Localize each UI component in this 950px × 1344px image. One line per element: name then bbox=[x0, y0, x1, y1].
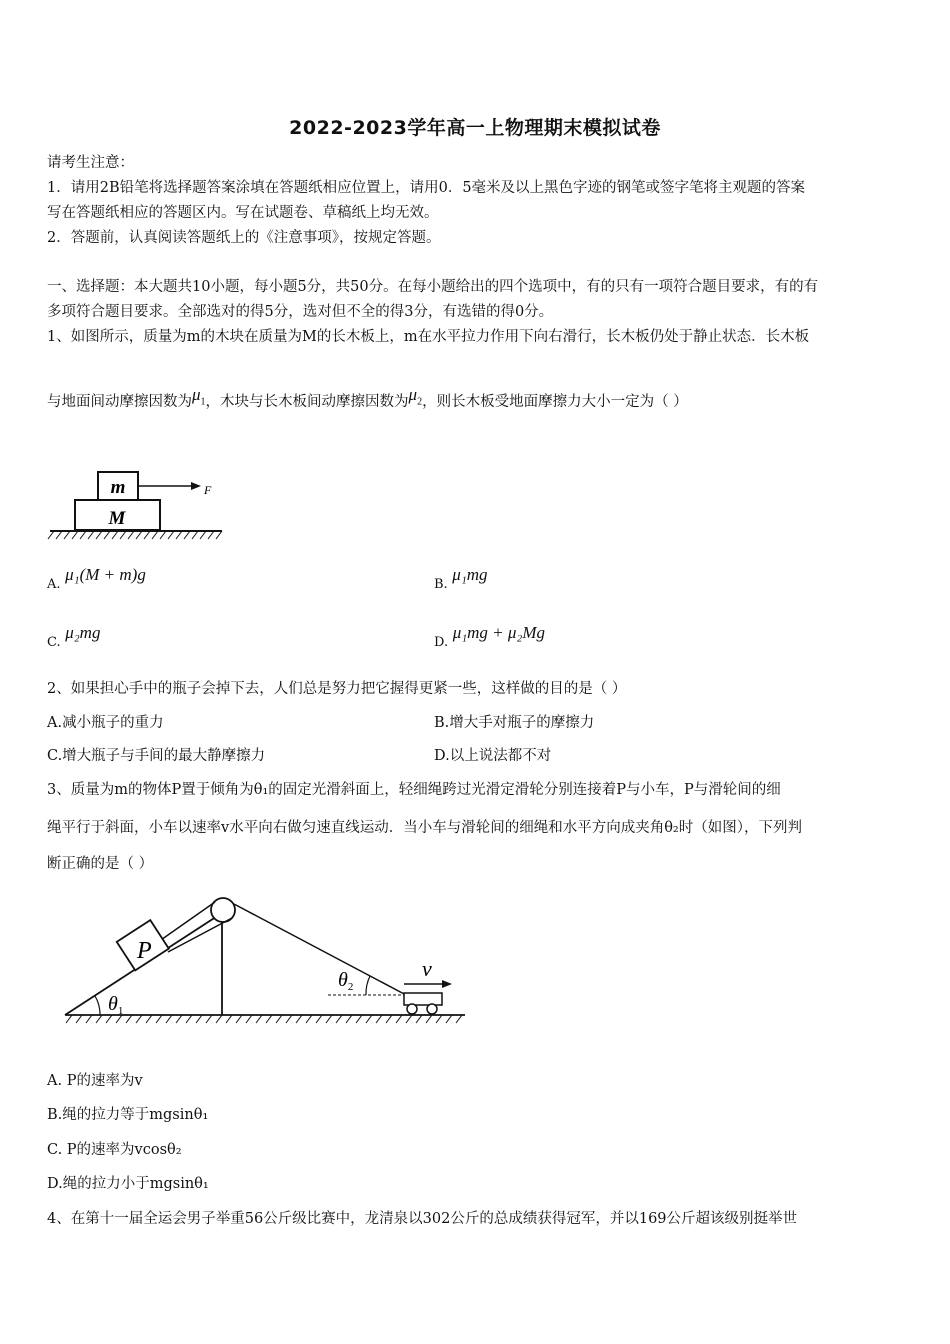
q3-stem-line-1: 3、质量为m的物体P置于倾角为θ₁的固定光滑斜面上，轻细绳跨过光滑定滑轮分别连接着P与小车，P与滑轮间的细 bbox=[47, 782, 781, 798]
long-board-label: M bbox=[108, 508, 126, 529]
velocity-label: v bbox=[422, 956, 432, 981]
q2-option-a[interactable]: A.减小瓶子的重力 bbox=[47, 715, 164, 731]
section1-intro-line-2: 多项符合题目要求。全部选对的得5分，选对但不全的得3分，有选错的得0分。 bbox=[47, 304, 554, 320]
q1-option-c[interactable]: C. μ₂mg bbox=[47, 623, 101, 650]
notice-item-2: 2．答题前，认真阅读答题纸上的《注意事项》，按规定答题。 bbox=[47, 230, 441, 246]
q3-option-a[interactable]: A. P的速率为v bbox=[47, 1073, 143, 1089]
q1-option-a[interactable]: A. μ₁(M + m)g bbox=[47, 565, 146, 592]
cart-wheel-left bbox=[407, 1004, 417, 1014]
cart-wheel-right bbox=[427, 1004, 437, 1014]
q3-option-d[interactable]: D.绳的拉力小于mgsinθ₁ bbox=[47, 1176, 209, 1192]
velocity-arrow-head bbox=[442, 980, 452, 988]
notice-heading: 请考生注意： bbox=[47, 155, 134, 171]
force-arrow-head bbox=[191, 482, 201, 490]
q1-text-a: 与地面间动摩擦因数为 bbox=[47, 394, 192, 410]
q1-stem-line-1: 1、如图所示，质量为m的木块在质量为M的长木板上，m在水平拉力作用下向右滑行，长木板仍处于静止状态．长木板 bbox=[47, 329, 810, 345]
q3-option-b[interactable]: B.绳的拉力等于mgsinθ₁ bbox=[47, 1107, 209, 1123]
section1-intro-line-1: 一、选择题：本大题共10小题，每小题5分，共50分。在每小题给出的四个选项中，有的只有一项符合题目要求，有的有 bbox=[47, 279, 819, 295]
q1-figure-blocks bbox=[46, 465, 226, 545]
q1-stem-line-2 bbox=[47, 385, 907, 412]
ground-hatching bbox=[66, 1015, 462, 1023]
small-block-label: m bbox=[110, 477, 126, 498]
block-p-label: P bbox=[137, 938, 152, 964]
q1-text-b: ，木块与长木板间动摩擦因数为 bbox=[205, 394, 409, 410]
notice-item-1-line-1: 1．请用2B铅笔将选择题答案涂填在答题纸相应位置上，请用0．5毫米及以上黑色字迹的钢笔或签字笔将主观题的答案 bbox=[47, 180, 806, 196]
rope-to-cart bbox=[234, 904, 406, 995]
q3-option-c[interactable]: C. P的速率为vcosθ₂ bbox=[47, 1142, 182, 1158]
notice-item-1-line-2: 写在答题纸相应的答题区内。写在试题卷、草稿纸上均无效。 bbox=[47, 205, 439, 221]
q2-stem: 2、如果担心手中的瓶子会掉下去，人们总是努力把它握得更紧一些，这样做的目的是（ ） bbox=[47, 681, 627, 697]
mu2-symbol: $\mu_2$ bbox=[408, 385, 423, 408]
q4-stem-line-1: 4、在第十一届全运会男子举重56公斤级比赛中，龙清泉以302公斤的总成绩获得冠军，并以169公斤超该级别挺举世 bbox=[47, 1211, 798, 1227]
cart-body bbox=[404, 993, 442, 1005]
q3-figure-incline bbox=[60, 890, 470, 1030]
angle1-label: $\theta_1$ bbox=[108, 993, 124, 1017]
angle1-arc bbox=[95, 996, 100, 1015]
q2-option-c[interactable]: C.增大瓶子与手间的最大静摩擦力 bbox=[47, 748, 266, 764]
mu1-symbol: $\mu_1$ bbox=[192, 385, 206, 408]
q2-option-d[interactable]: D.以上说法都不对 bbox=[434, 748, 552, 764]
page-title: 2022-2023学年高一上物理期末模拟试卷 bbox=[289, 117, 661, 139]
q1-text-c: ，则长木板受地面摩擦力大小一定为（ ） bbox=[422, 394, 688, 410]
angle2-label: $\theta_2$ bbox=[338, 969, 354, 993]
angle2-arc bbox=[366, 976, 370, 995]
force-label: F bbox=[204, 483, 212, 497]
q3-stem-line-2: 绳平行于斜面，小车以速率v水平向右做匀速直线运动．当小车与滑轮间的细绳和水平方向成夹角θ₂时（如图），下列判 bbox=[47, 820, 802, 836]
q1-option-d[interactable]: D. μ₁mg + μ₂Mg bbox=[434, 623, 545, 650]
q1-option-b[interactable]: B. μ₁mg bbox=[434, 565, 488, 592]
ground-hatching bbox=[48, 531, 222, 539]
q3-stem-line-3: 断正确的是（ ） bbox=[47, 856, 154, 872]
q2-option-b[interactable]: B.增大手对瓶子的摩擦力 bbox=[434, 715, 595, 731]
